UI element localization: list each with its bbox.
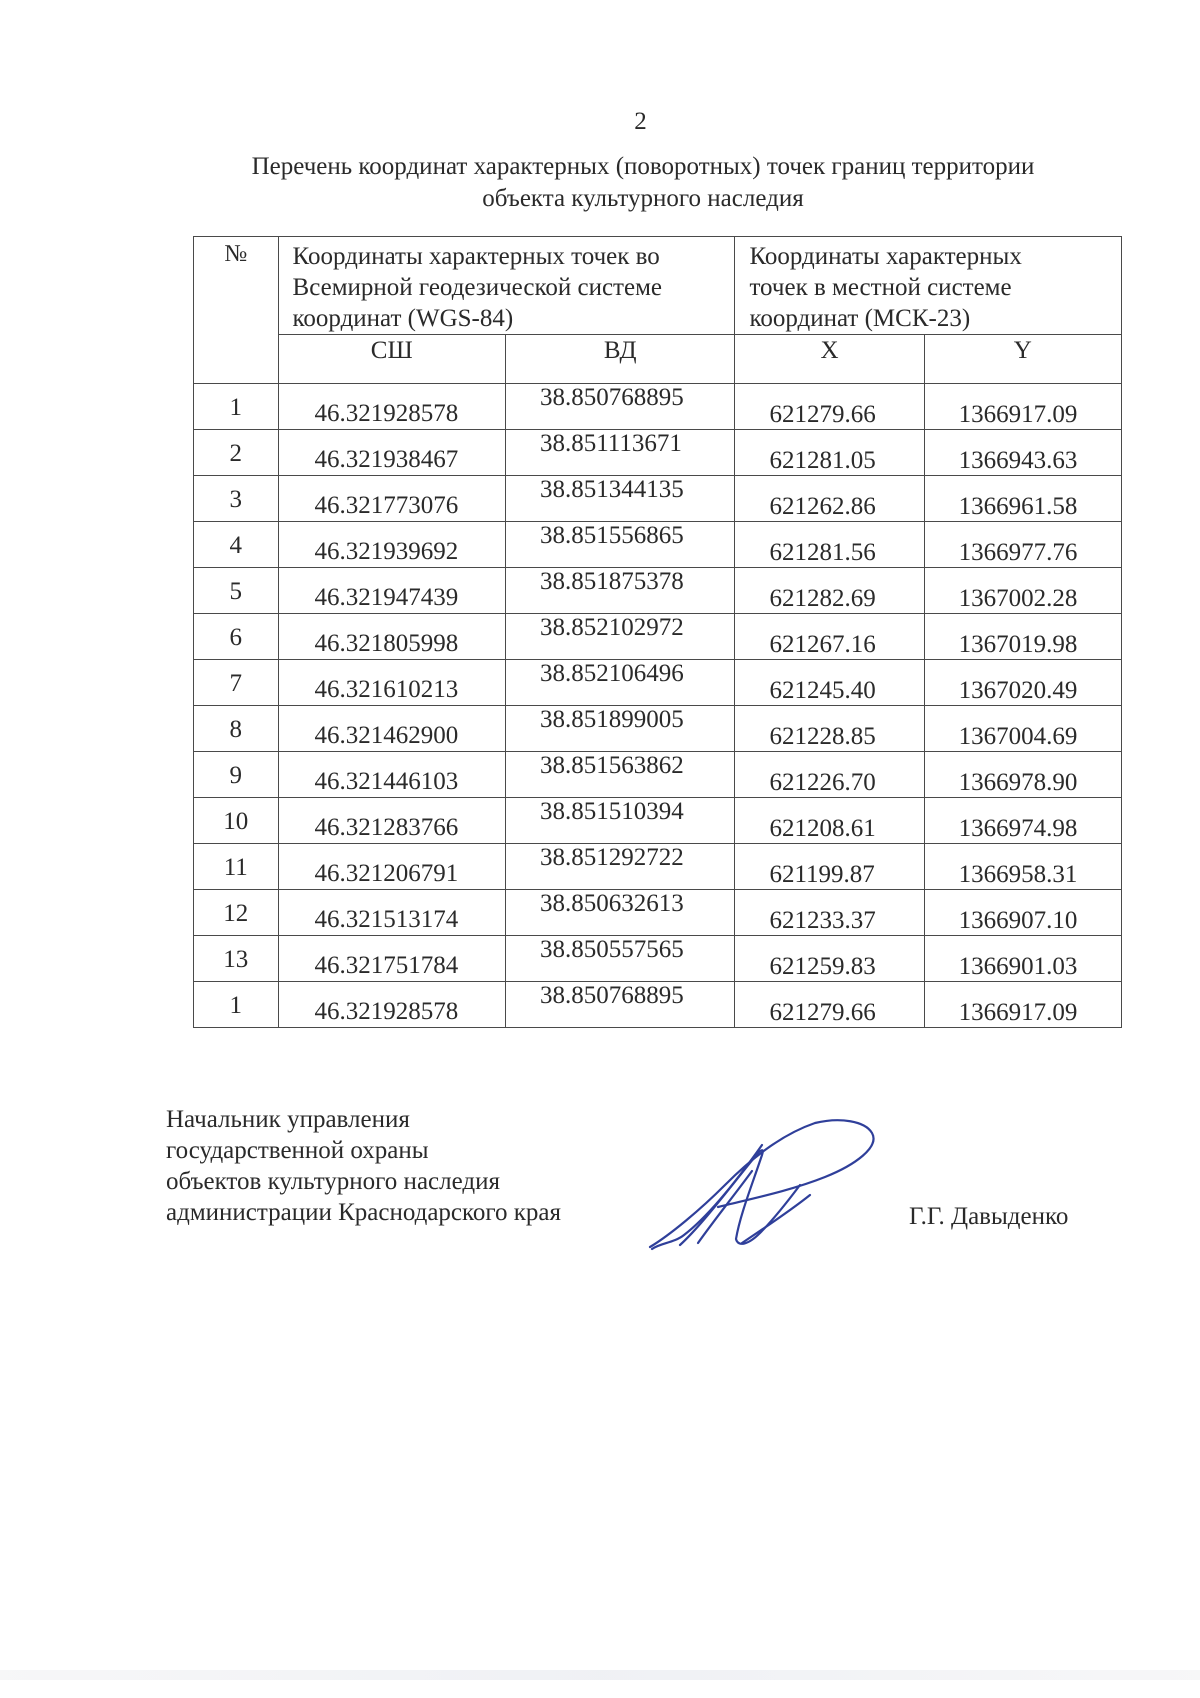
cell-number: 10 xyxy=(194,798,279,844)
cell-x: 621262.86 xyxy=(735,476,924,522)
cell-number: 9 xyxy=(194,752,279,798)
cell-longitude: 38.851899005 xyxy=(505,706,734,752)
header-x: X xyxy=(735,335,924,384)
cell-y: 1366977.76 xyxy=(924,522,1121,568)
cell-number: 5 xyxy=(194,568,279,614)
cell-y: 1366901.03 xyxy=(924,936,1121,982)
cell-longitude: 38.851292722 xyxy=(505,844,734,890)
signatory-position xyxy=(166,1104,561,1228)
table-row xyxy=(194,522,1122,568)
header-msk23-line-3: координат (МСК-23) xyxy=(749,305,971,332)
cell-y: 1366961.58 xyxy=(924,476,1121,522)
cell-number: 13 xyxy=(194,936,279,982)
page-number: 2 xyxy=(634,108,647,135)
header-msk23-line-1: Координаты характерных xyxy=(749,243,1022,270)
title-line-1: Перечень координат характерных (поворотных) точек границ территории xyxy=(251,153,1035,180)
cell-number: 8 xyxy=(194,706,279,752)
header-y: Y xyxy=(924,335,1121,384)
cell-longitude: 38.851875378 xyxy=(505,568,734,614)
signatory-name: Г.Г. Давыденко xyxy=(909,1203,1069,1230)
cell-latitude: 46.321446103 xyxy=(278,752,505,798)
cell-y: 1366958.31 xyxy=(924,844,1121,890)
cell-y: 1367020.49 xyxy=(924,660,1121,706)
cell-number: 2 xyxy=(194,430,279,476)
cell-number: 1 xyxy=(194,982,279,1028)
cell-latitude: 46.321928578 xyxy=(278,982,505,1028)
cell-x: 621259.83 xyxy=(735,936,924,982)
signatory-line-4: администрации Краснодарского края xyxy=(166,1199,562,1226)
cell-y: 1366974.98 xyxy=(924,798,1121,844)
cell-y: 1367019.98 xyxy=(924,614,1121,660)
table-row xyxy=(194,752,1122,798)
cell-y: 1366978.90 xyxy=(924,752,1121,798)
header-wgs84-group xyxy=(278,237,735,335)
cell-x: 621279.66 xyxy=(735,384,924,430)
header-number: № xyxy=(194,237,279,384)
cell-y: 1367004.69 xyxy=(924,706,1121,752)
header-longitude: ВД xyxy=(505,335,734,384)
cell-y: 1366917.09 xyxy=(924,982,1121,1028)
cell-longitude: 38.851556865 xyxy=(505,522,734,568)
signatory-line-3: объектов культурного наследия xyxy=(166,1168,500,1195)
table-row xyxy=(194,982,1122,1028)
cell-x: 621282.69 xyxy=(735,568,924,614)
table-row xyxy=(194,798,1122,844)
cell-latitude: 46.321206791 xyxy=(278,844,505,890)
cell-number: 12 xyxy=(194,890,279,936)
cell-longitude: 38.852106496 xyxy=(505,660,734,706)
table-row xyxy=(194,706,1122,752)
table-row xyxy=(194,890,1122,936)
cell-x: 621279.66 xyxy=(735,982,924,1028)
cell-latitude: 46.321939692 xyxy=(278,522,505,568)
cell-x: 621281.56 xyxy=(735,522,924,568)
handwritten-signature xyxy=(640,1115,900,1255)
cell-x: 621199.87 xyxy=(735,844,924,890)
cell-number: 7 xyxy=(194,660,279,706)
table-row xyxy=(194,430,1122,476)
cell-number: 11 xyxy=(194,844,279,890)
cell-latitude: 46.321513174 xyxy=(278,890,505,936)
cell-x: 621226.70 xyxy=(735,752,924,798)
header-wgs84-line-1: Координаты характерных точек во xyxy=(292,243,660,270)
coordinates-table xyxy=(193,236,1122,1028)
cell-number: 1 xyxy=(194,384,279,430)
cell-longitude: 38.850768895 xyxy=(505,384,734,430)
cell-number: 3 xyxy=(194,476,279,522)
header-wgs84-line-2: Всемирной геодезической системе xyxy=(292,274,662,301)
cell-longitude: 38.851113671 xyxy=(505,430,734,476)
cell-y: 1366943.63 xyxy=(924,430,1121,476)
cell-y: 1366907.10 xyxy=(924,890,1121,936)
cell-x: 621267.16 xyxy=(735,614,924,660)
cell-longitude: 38.850557565 xyxy=(505,936,734,982)
table-row xyxy=(194,476,1122,522)
cell-longitude: 38.850632613 xyxy=(505,890,734,936)
header-wgs84-line-3: координат (WGS-84) xyxy=(292,305,514,332)
cell-x: 621208.61 xyxy=(735,798,924,844)
cell-longitude: 38.851563862 xyxy=(505,752,734,798)
table-row xyxy=(194,384,1122,430)
table-row xyxy=(194,614,1122,660)
cell-latitude: 46.321928578 xyxy=(278,384,505,430)
scan-edge-shadow xyxy=(0,1670,1200,1680)
table-row xyxy=(194,660,1122,706)
cell-number: 4 xyxy=(194,522,279,568)
header-latitude: СШ xyxy=(278,335,505,384)
cell-latitude: 46.321462900 xyxy=(278,706,505,752)
cell-latitude: 46.321610213 xyxy=(278,660,505,706)
cell-x: 621233.37 xyxy=(735,890,924,936)
table-row xyxy=(194,936,1122,982)
cell-longitude: 38.850768895 xyxy=(505,982,734,1028)
cell-longitude: 38.851344135 xyxy=(505,476,734,522)
cell-latitude: 46.321283766 xyxy=(278,798,505,844)
cell-y: 1366917.09 xyxy=(924,384,1121,430)
cell-latitude: 46.321773076 xyxy=(278,476,505,522)
cell-number: 6 xyxy=(194,614,279,660)
signatory-line-1: Начальник управления xyxy=(166,1106,410,1133)
cell-longitude: 38.852102972 xyxy=(505,614,734,660)
cell-latitude: 46.321947439 xyxy=(278,568,505,614)
cell-latitude: 46.321938467 xyxy=(278,430,505,476)
cell-x: 621245.40 xyxy=(735,660,924,706)
header-msk23-line-2: точек в местной системе xyxy=(749,274,1012,301)
document-title xyxy=(170,151,1116,215)
cell-latitude: 46.321751784 xyxy=(278,936,505,982)
table-body xyxy=(194,384,1122,1028)
table-row xyxy=(194,844,1122,890)
cell-longitude: 38.851510394 xyxy=(505,798,734,844)
signatory-line-2: государственной охраны xyxy=(166,1137,429,1164)
cell-x: 621228.85 xyxy=(735,706,924,752)
cell-y: 1367002.28 xyxy=(924,568,1121,614)
table-row xyxy=(194,568,1122,614)
cell-latitude: 46.321805998 xyxy=(278,614,505,660)
title-line-2: объекта культурного наследия xyxy=(482,185,804,212)
cell-x: 621281.05 xyxy=(735,430,924,476)
header-msk23-group xyxy=(735,237,1122,335)
